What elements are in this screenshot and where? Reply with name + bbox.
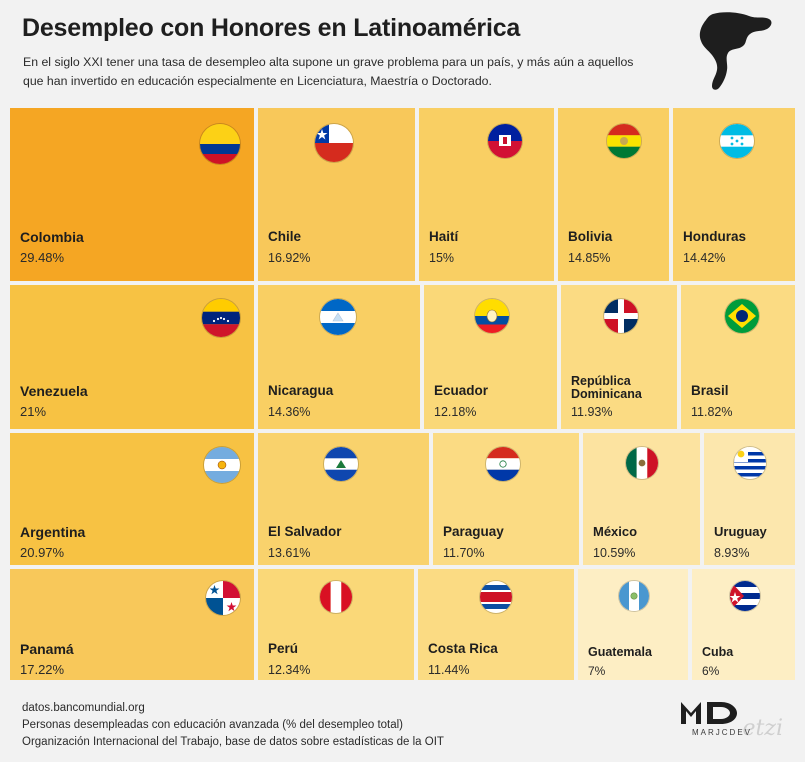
flag-guatemala-icon [619, 581, 649, 611]
treemap-cell-argentina[interactable] [8, 431, 256, 567]
country-value: 17.22% [20, 662, 65, 677]
flag-honduras-icon [720, 124, 754, 158]
flag-bolivia-icon [607, 124, 641, 158]
latin-america-map-icon [695, 10, 781, 92]
treemap-cell-colombia[interactable] [8, 106, 256, 283]
treemap-cell-republica-dominicana[interactable] [559, 283, 679, 431]
country-name: Haití [429, 229, 459, 244]
flag-el-salvador-icon [324, 447, 358, 481]
treemap-cell-paraguay[interactable] [431, 431, 581, 567]
page-subtitle: En el siglo XXI tener una tasa de desempleo alta supone un grave problema para un país, y más aún a aquellos que han invertido en educación especialmente en Licenciatura, Maestría o Doctorado. [23, 55, 634, 88]
country-name: México [593, 524, 638, 539]
flag-republica-dominicana-icon [604, 299, 638, 333]
flag-panama-icon [206, 581, 240, 615]
treemap-cell-panama[interactable] [8, 567, 256, 682]
country-value: 6% [702, 664, 720, 678]
country-name: Perú [268, 641, 299, 656]
treemap-cell-honduras[interactable] [671, 106, 797, 283]
country-name: Honduras [683, 229, 747, 244]
country-name: Costa Rica [428, 641, 498, 656]
country-value: 14.42% [683, 251, 726, 265]
country-name: Cuba [702, 645, 734, 659]
source-notes [22, 700, 444, 751]
treemap-cell-uruguay[interactable] [702, 431, 797, 567]
country-name: Uruguay [714, 524, 767, 539]
treemap-cell-cuba[interactable] [690, 567, 797, 682]
treemap-cell-peru[interactable] [256, 567, 416, 682]
treemap-cell-bolivia[interactable] [556, 106, 671, 283]
country-name: República Dominicana [571, 374, 642, 401]
country-value: 11.44% [428, 663, 470, 677]
country-value: 14.36% [268, 405, 311, 419]
country-name: Nicaragua [268, 383, 334, 398]
country-name: Guatemala [588, 645, 652, 659]
country-value: 8.93% [714, 546, 750, 560]
treemap-cell-el-salvador[interactable] [256, 431, 431, 567]
flag-haiti-icon [488, 124, 522, 158]
flag-venezuela-icon [202, 299, 240, 337]
treemap-cell-venezuela[interactable] [8, 283, 256, 431]
country-name: Argentina [20, 524, 86, 540]
treemap-cell-haiti[interactable] [417, 106, 556, 283]
country-value: 13.61% [268, 546, 311, 560]
flag-cuba-icon [730, 581, 760, 611]
country-name: Venezuela [20, 383, 88, 399]
country-value: 11.70% [443, 546, 485, 560]
country-value: 14.85% [568, 251, 611, 265]
brand-logo [667, 700, 777, 737]
flag-mexico-icon [626, 447, 658, 479]
flag-argentina-icon [204, 447, 240, 483]
source-line-2: Personas desempleadas con educación avanzada (% del desempleo total) [22, 719, 404, 731]
watermark: etzi [742, 716, 783, 741]
flag-peru-icon [320, 581, 352, 613]
flag-paraguay-icon [486, 447, 520, 481]
treemap-cell-guatemala[interactable] [576, 567, 690, 682]
country-name: Panamá [20, 641, 74, 657]
treemap-cell-chile[interactable] [256, 106, 417, 283]
header [0, 0, 805, 104]
country-value: 21% [20, 404, 47, 419]
source-line-1: datos.bancomundial.org [22, 702, 145, 714]
country-value: 29.48% [20, 250, 65, 265]
country-name: Paraguay [443, 524, 504, 539]
country-name: Bolivia [568, 229, 613, 244]
flag-chile-icon [315, 124, 353, 162]
country-value: 11.82% [691, 405, 733, 419]
country-name: Chile [268, 229, 302, 244]
page-title: Desempleo con Honores en Latinoamérica [22, 14, 521, 42]
country-name: Colombia [20, 229, 84, 245]
treemap-cell-nicaragua[interactable] [256, 283, 422, 431]
country-value: 7% [588, 664, 606, 678]
treemap-cell-ecuador[interactable] [422, 283, 559, 431]
country-value: 10.59% [593, 546, 636, 560]
flag-costa-rica-icon [480, 581, 512, 613]
country-value: 12.34% [268, 663, 311, 677]
treemap-cell-mexico[interactable] [581, 431, 702, 567]
country-value: 12.18% [434, 405, 477, 419]
flag-colombia-icon [200, 124, 240, 164]
flag-ecuador-icon [475, 299, 509, 333]
country-value: 16.92% [268, 251, 311, 265]
country-name: Brasil [691, 383, 729, 398]
flag-uruguay-icon [734, 447, 766, 479]
source-line-3: Organización Internacional del Trabajo, base de datos sobre estadísticas de la OIT [22, 736, 444, 748]
treemap-chart [8, 106, 797, 682]
logo-text: MARJCDEV [691, 728, 752, 737]
treemap-cell-costa-rica[interactable] [416, 567, 576, 682]
flag-brasil-icon [725, 299, 759, 333]
flag-nicaragua-icon [320, 299, 356, 335]
country-value: 15% [429, 251, 455, 265]
country-value: 20.97% [20, 545, 65, 560]
country-name: Ecuador [434, 383, 489, 398]
treemap-cell-brasil[interactable] [679, 283, 797, 431]
logo-mark-icon [667, 700, 777, 726]
country-value: 11.93% [571, 405, 613, 419]
country-name: El Salvador [268, 524, 342, 539]
